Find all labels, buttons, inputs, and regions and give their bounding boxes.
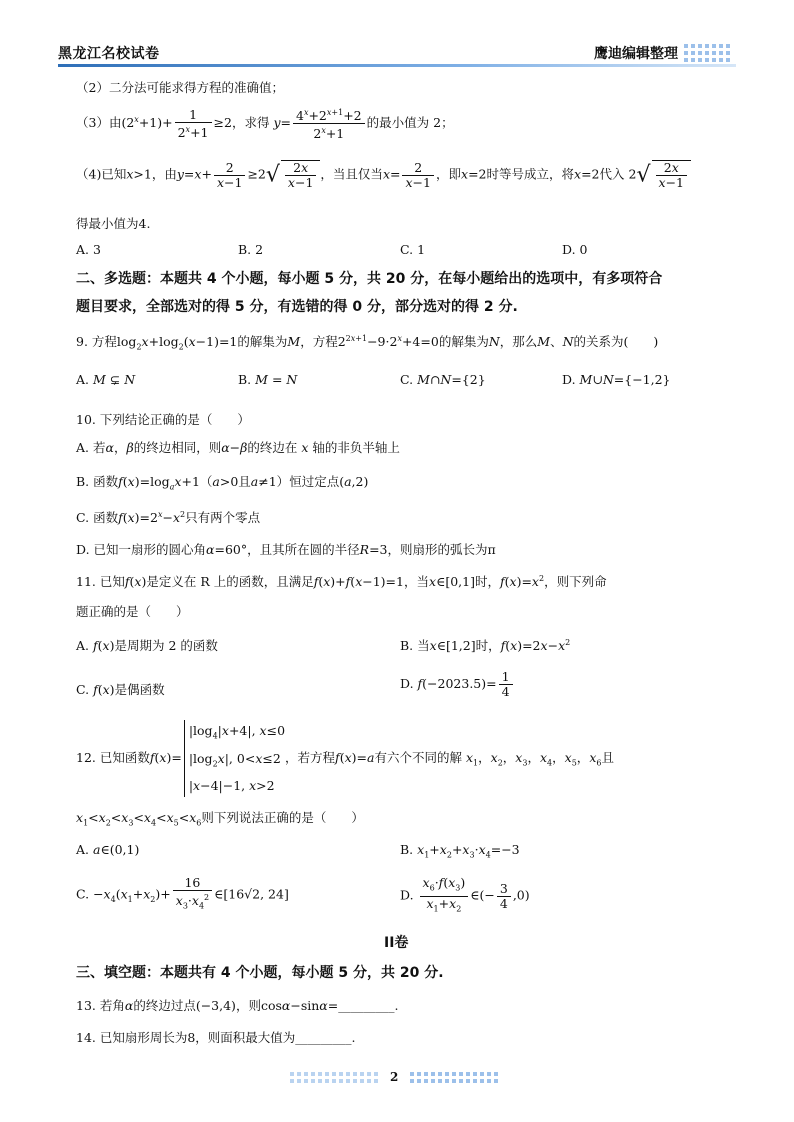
q8-option-d: D. 0 bbox=[562, 242, 588, 257]
text: 的解集为 bbox=[438, 334, 489, 349]
text: ，且其所在圆的半径 bbox=[247, 542, 360, 557]
label: D. bbox=[562, 372, 576, 387]
fraction: $\frac{2}{x-1}$ bbox=[402, 161, 434, 190]
text: 是偶函数 bbox=[114, 682, 165, 697]
text: B. 当 bbox=[400, 638, 430, 653]
text: 12. 已知函数 bbox=[76, 750, 150, 765]
text: 则下列说法正确的是（ ） bbox=[201, 810, 364, 825]
q8-option-b: B. 2 bbox=[238, 242, 264, 257]
text: 是定义在 R 上的函数，且满足 bbox=[146, 574, 314, 589]
text: ，则扇形的弧长为 bbox=[387, 542, 488, 557]
text: 时， bbox=[475, 638, 501, 653]
question-12-cont: $x_1<x_2<x_3<x_4<x_5<x_6$则下列说法正确的是（ ） bbox=[76, 810, 364, 828]
text: 轴的非负半轴上 bbox=[312, 440, 400, 455]
label: A. bbox=[76, 372, 90, 387]
q11-option-b: B. 当x∈[1,2]时，$f(x)=2x-x^2$ bbox=[400, 637, 571, 653]
solution-line-3: （3）由$(2^x+1)+$ $\frac{1}{2^x+1}$ ≥2，求得 y= $\frac{4^x+2^{x+1}+2}{2^x+1}$ 的最小值为 2； bbox=[76, 106, 454, 142]
section-3-heading: 三、填空题：本题共有 4 个小题，每小题 5 分，共 20 分. bbox=[76, 965, 444, 981]
header-dots-decoration bbox=[684, 44, 736, 64]
q10-option-c: C. 函数$f(x)=2^x-x^2$只有两个零点 bbox=[76, 509, 261, 525]
q8-option-c: C. 1 bbox=[400, 242, 426, 257]
q10-option-a: A. 若α，β的终边相同，则α−β的终边在 x 轴的非负半轴上 bbox=[76, 440, 400, 455]
text: ，若方程 bbox=[285, 750, 336, 765]
text: ，那么 bbox=[499, 334, 538, 349]
question-11-cont: 题正确的是（ ） bbox=[76, 604, 189, 619]
q9-option-a: A. M ⊊ N bbox=[76, 372, 136, 387]
label: C. bbox=[400, 372, 414, 387]
footer-dots-left bbox=[290, 1072, 380, 1084]
text: 的终边在 bbox=[247, 440, 298, 455]
fraction: $\frac{2}{x-1}$ bbox=[214, 161, 246, 190]
text: C. 函数 bbox=[76, 510, 119, 525]
q11-option-c: C. f(x)是偶函数 bbox=[76, 682, 165, 697]
text: ，由 bbox=[151, 166, 177, 182]
header-rule bbox=[58, 64, 736, 67]
sqrt: $\frac{2x}{x-1}$ bbox=[281, 160, 321, 190]
text: ，求得 bbox=[231, 115, 270, 131]
page-header bbox=[58, 40, 736, 66]
text: _________. bbox=[338, 998, 399, 1013]
part-ii-title: II卷 bbox=[384, 935, 409, 951]
q12-option-d: D. $\frac{x_6\cdot f(x_3)}{x_1+x_2}$ ∈(− $\frac{3}{4}$ ,0) bbox=[400, 875, 530, 913]
q9-option-b: B. M = N bbox=[238, 372, 298, 387]
solution-line-4: （4)已知x>1，由y=x+ $\frac{2}{x-1}$ ≥2√ $\frac{2x}{x-1}$ ，当且仅当x= $\frac{2}{x-1}$ ，即x=2时等号成立，将x=2代入 2√ $\frac{2x}{x-1}$ bbox=[76, 160, 691, 190]
text: 的终边过点 bbox=[133, 998, 196, 1013]
text: ，则 bbox=[235, 998, 261, 1013]
text: ，则下列命 bbox=[544, 574, 607, 589]
text: 的终边相同，则 bbox=[133, 440, 222, 455]
text: ，即 bbox=[435, 166, 461, 182]
q12-option-b: B. $x_1+x_2+x_3\cdot x_4=-3$ bbox=[400, 842, 520, 860]
text: 且 bbox=[601, 750, 614, 765]
text: ，方程 bbox=[300, 334, 338, 349]
text: （4)已知 bbox=[76, 166, 127, 182]
question-10: 10. 下列结论正确的是（ ） bbox=[76, 412, 250, 427]
q10-option-d: D. 已知一扇形的圆心角α=60°，且其所在圆的半径R=3，则扇形的弧长为π bbox=[76, 542, 496, 557]
text: ，当且仅当 bbox=[320, 166, 383, 182]
q9-option-c: C. M∩N={2} bbox=[400, 372, 486, 387]
q12-option-c: C. $-x_4(x_1+x_2)+$ $\frac{16}{x_3\cdot x_4^2}$ ∈[16√2, 24] bbox=[76, 875, 289, 911]
text: 代入 bbox=[599, 166, 625, 182]
question-9: 9. 方程$\log_2x+\log_2(x-1)=1$的解集为M，方程$2^{2x+1}-9\cdot 2^x+4=0$的解集为N，那么M、N的关系为( ) bbox=[76, 333, 659, 352]
header-right-title: 鹰迪编辑整理 bbox=[594, 46, 678, 62]
piecewise-definition: $|\log_4|x+4|$, x≤0 $|\log_2x|$, 0<x≤2 |x−4|−1, x>2 bbox=[184, 720, 285, 797]
fraction: $\frac{4^x+2^{x+1}+2}{2^x+1}$ bbox=[293, 106, 365, 141]
text: 11. 已知 bbox=[76, 574, 125, 589]
footer-dots-right bbox=[410, 1072, 505, 1084]
section-2-heading-cont: 题目要求，全部选对的得 5 分，有选错的得 0 分，部分选对的得 2 分. bbox=[76, 299, 518, 315]
text: B. 函数 bbox=[76, 474, 119, 489]
text: ，当 bbox=[403, 574, 429, 589]
question-11: 11. 已知f(x)是定义在 R 上的函数，且满足f(x)+f(x−1)=1，当x∈[0,1]时，$f(x)=x^2$，则下列命 bbox=[76, 573, 607, 589]
text: 的解集为 bbox=[237, 334, 288, 349]
page-number: 2 bbox=[390, 1070, 399, 1084]
text: （3）由 bbox=[76, 115, 122, 131]
solution-line-5: 得最小值为4. bbox=[76, 216, 151, 231]
solution-line-2: （2）二分法可能求得方程的准确值； bbox=[76, 80, 284, 95]
text: A. 若 bbox=[76, 440, 106, 455]
text: 13. 若角 bbox=[76, 998, 125, 1013]
text: 时， bbox=[474, 574, 500, 589]
sqrt: $\frac{2x}{x-1}$ bbox=[652, 160, 692, 190]
q12-option-a: A. a∈(0,1) bbox=[76, 842, 140, 857]
q11-option-a: A. f(x)是周期为 2 的函数 bbox=[76, 638, 218, 653]
page-footer bbox=[290, 1070, 505, 1086]
text: D. 已知一扇形的圆心角 bbox=[76, 542, 207, 557]
text: 9. 方程 bbox=[76, 334, 117, 349]
q9-option-d: D. M∪N={−1,2} bbox=[562, 372, 671, 387]
question-13: 13. 若角α的终边过点(−3,4)，则cosα−sinα=_________. bbox=[76, 998, 399, 1013]
fraction: $\frac{1}{2^x+1}$ bbox=[175, 108, 212, 140]
text: 时等号成立，将 bbox=[486, 166, 575, 182]
label: B. bbox=[238, 372, 252, 387]
text: 的关系为( ) bbox=[573, 334, 659, 349]
text: 是周期为 2 的函数 bbox=[114, 638, 218, 653]
section-2-heading: 二、多选题：本题共 4 个小题，每小题 5 分，共 20 分，在每小题给出的选项中，有多项符合 bbox=[76, 271, 663, 287]
text: 的最小值为 2； bbox=[366, 115, 454, 131]
q8-option-a: A. 3 bbox=[76, 242, 101, 257]
q10-option-b: B. 函数$f(x)=\log_ax+1(a>0$且a≠1）恒过定点(a,2) bbox=[76, 474, 369, 492]
q11-option-d: D. f(−2023.5)= $\frac{1}{4}$ bbox=[400, 670, 515, 699]
text: 恒过定点 bbox=[289, 474, 340, 489]
text: 有六个不同的解 bbox=[374, 750, 462, 765]
question-14: 14. 已知扇形周长为8，则面积最大值为_________. bbox=[76, 1030, 356, 1045]
text: 只有两个零点 bbox=[185, 510, 261, 525]
question-12: 12. 已知函数$f(x)=|\log_4|x+4|$, x≤0 $|\log_2x|$, 0<x≤2 |x−4|−1, x>2，若方程f(x)=a有六个不同的解 $x_1$，$x_2$，$x_3$，$x_4$，$x_5$，$x_6$且 bbox=[76, 720, 614, 797]
header-left-title: 黑龙江名校试卷 bbox=[58, 46, 160, 62]
